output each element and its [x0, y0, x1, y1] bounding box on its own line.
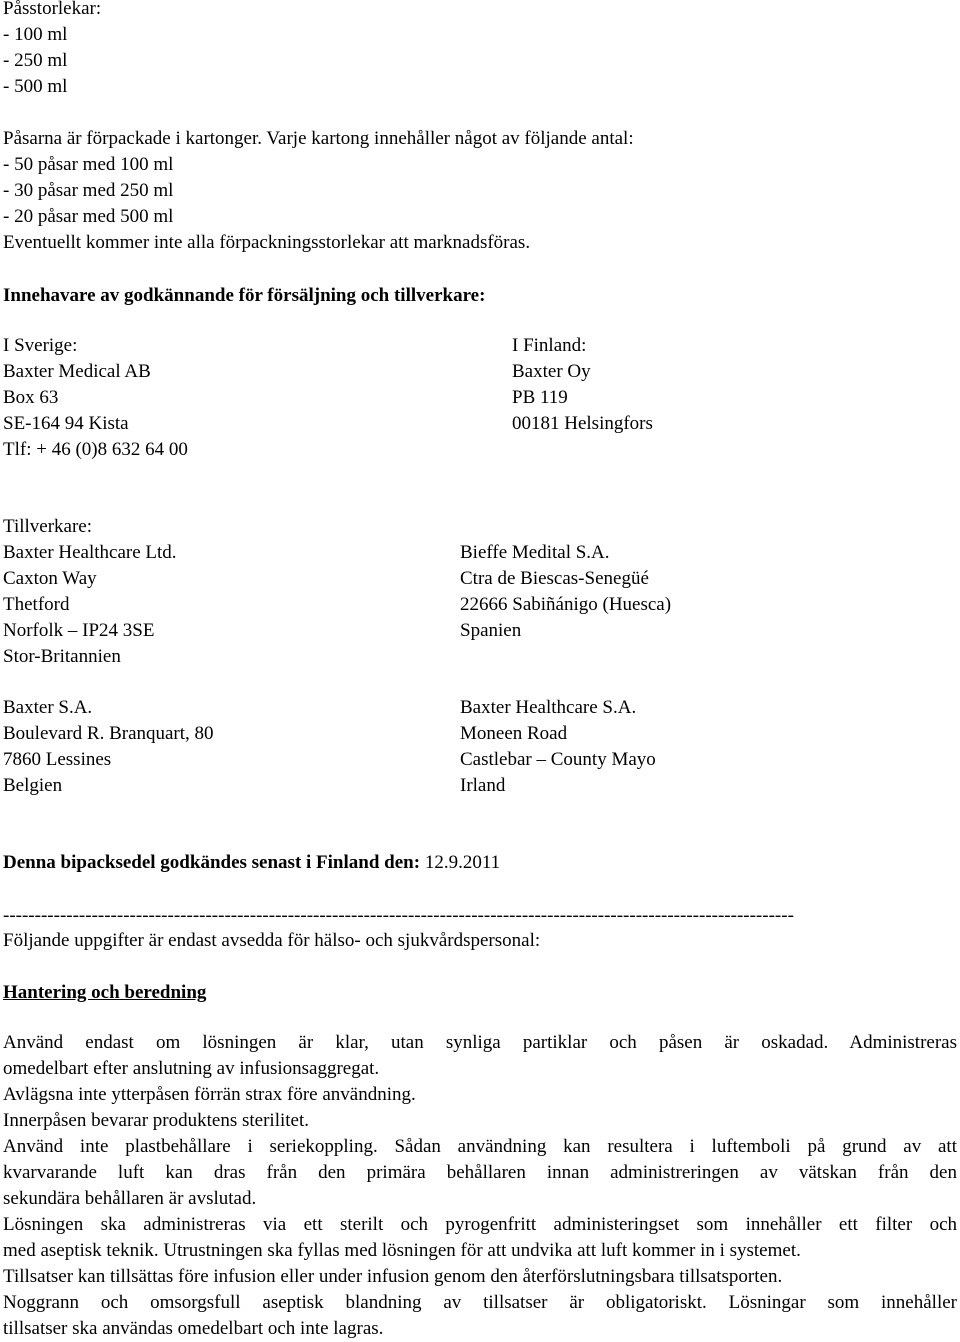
address-line: Boulevard R. Branquart, 80	[3, 723, 214, 744]
paragraph-line: kvarvarande luft kan dras från den primära behållaren innan administreringen av vätskan från den	[3, 1162, 957, 1183]
holder-sweden-address	[3, 333, 188, 463]
address-line: 22666 Sabiñánigo (Huesca)	[460, 594, 672, 615]
manufacturer-ireland-address	[460, 695, 656, 799]
handling-heading: Hantering och beredning	[3, 982, 207, 1003]
approval-statement	[3, 850, 500, 876]
pack-size-item: - 100 ml	[3, 24, 68, 45]
manufacturer-spain-address	[460, 540, 671, 644]
packaging-intro: Påsarna är förpackade i kartonger. Varje kartong innehåller något av följande antal:	[3, 128, 634, 149]
paragraph-line: Avlägsna inte ytterpåsen förrän strax före användning.	[3, 1084, 416, 1105]
address-line: Caxton Way	[3, 568, 97, 589]
paragraph-line: Innerpåsen bevarar produktens sterilitet.	[3, 1110, 309, 1131]
professional-note: Följande uppgifter är endast avsedda för hälso- och sjukvårdspersonal:	[3, 930, 541, 951]
paragraph-line: Lösningen ska administreras via ett sterilt och pyrogenfritt administeringset som innehåller ett filter och	[3, 1214, 957, 1235]
address-line: I Finland:	[512, 335, 587, 356]
address-line: Belgien	[3, 775, 63, 796]
manufacturer-uk-address	[3, 540, 177, 670]
address-line: PB 119	[512, 387, 568, 408]
manufacturers-heading: Tillverkare:	[3, 516, 93, 537]
paragraph-line: med aseptisk teknik. Utrustningen ska fyllas med lösningen för att undvika att luft kommer in i systemet.	[3, 1240, 801, 1261]
address-line: Moneen Road	[460, 723, 568, 744]
address-line: Baxter Medical AB	[3, 361, 151, 382]
address-line: Bieffe Medital S.A.	[460, 542, 610, 563]
pack-size-item: - 500 ml	[3, 76, 68, 97]
address-line: Norfolk – IP24 3SE	[3, 620, 155, 641]
pack-sizes-heading: Påsstorlekar:	[3, 0, 102, 19]
address-line: 00181 Helsingfors	[512, 413, 653, 434]
paragraph-line: Använd endast om lösningen är klar, utan synliga partiklar och påsen är oskadad. Administreras	[3, 1032, 957, 1053]
address-line: Baxter S.A.	[3, 697, 93, 718]
paragraph-line: Använd inte plastbehållare i seriekoppling. Sådan användning kan resultera i luftemboli på grund av att	[3, 1136, 957, 1157]
handling-paragraphs	[3, 1030, 957, 1342]
address-line: SE-164 94 Kista	[3, 413, 129, 434]
paragraph-line: omedelbart efter anslutning av infusionsaggregat.	[3, 1058, 380, 1079]
packaging-item: - 30 påsar med 250 ml	[3, 180, 174, 201]
address-line: Thetford	[3, 594, 70, 615]
packaging-note: Eventuellt kommer inte alla förpackningsstorlekar att marknadsföras.	[3, 232, 531, 253]
packaging-item: - 50 påsar med 100 ml	[3, 154, 174, 175]
holder-heading: Innehavare av godkännande för försäljning och tillverkare:	[3, 285, 486, 306]
approval-date: 12.9.2011	[424, 852, 501, 873]
address-line: Box 63	[3, 387, 59, 408]
address-line: I Sverige:	[3, 335, 78, 356]
manufacturer-belgium-address	[3, 695, 214, 799]
paragraph-line: Tillsatser kan tillsättas före infusion eller under infusion genom den återförslutningsbara tillsatsporten.	[3, 1266, 783, 1287]
address-line: 7860 Lessines	[3, 749, 112, 770]
address-line: Baxter Healthcare Ltd.	[3, 542, 177, 563]
address-line: Castlebar – County Mayo	[460, 749, 656, 770]
approval-label: Denna bipacksedel godkändes senast i Finland den:	[3, 852, 421, 873]
address-line: Tlf: + 46 (0)8 632 64 00	[3, 439, 188, 460]
address-line: Ctra de Biescas-Senegüé	[460, 568, 649, 589]
pack-size-item: - 250 ml	[3, 50, 68, 71]
paragraph-line: tillsatser ska användas omedelbart och inte lagras.	[3, 1318, 384, 1339]
address-line: Baxter Oy	[512, 361, 591, 382]
address-line: Stor-Britannien	[3, 646, 121, 667]
address-line: Irland	[460, 775, 506, 796]
address-line: Baxter Healthcare S.A.	[460, 697, 637, 718]
section-separator: -----------------------------------------------------------------------------------------------------------------------------	[3, 905, 794, 926]
holder-finland-address	[512, 333, 653, 437]
paragraph-line: sekundära behållaren är avslutad.	[3, 1188, 257, 1209]
packaging-item: - 20 påsar med 500 ml	[3, 206, 174, 227]
paragraph-line: Noggrann och omsorgsfull aseptisk blandning av tillsatser är obligatoriskt. Lösningar som innehåller	[3, 1292, 957, 1313]
address-line: Spanien	[460, 620, 522, 641]
